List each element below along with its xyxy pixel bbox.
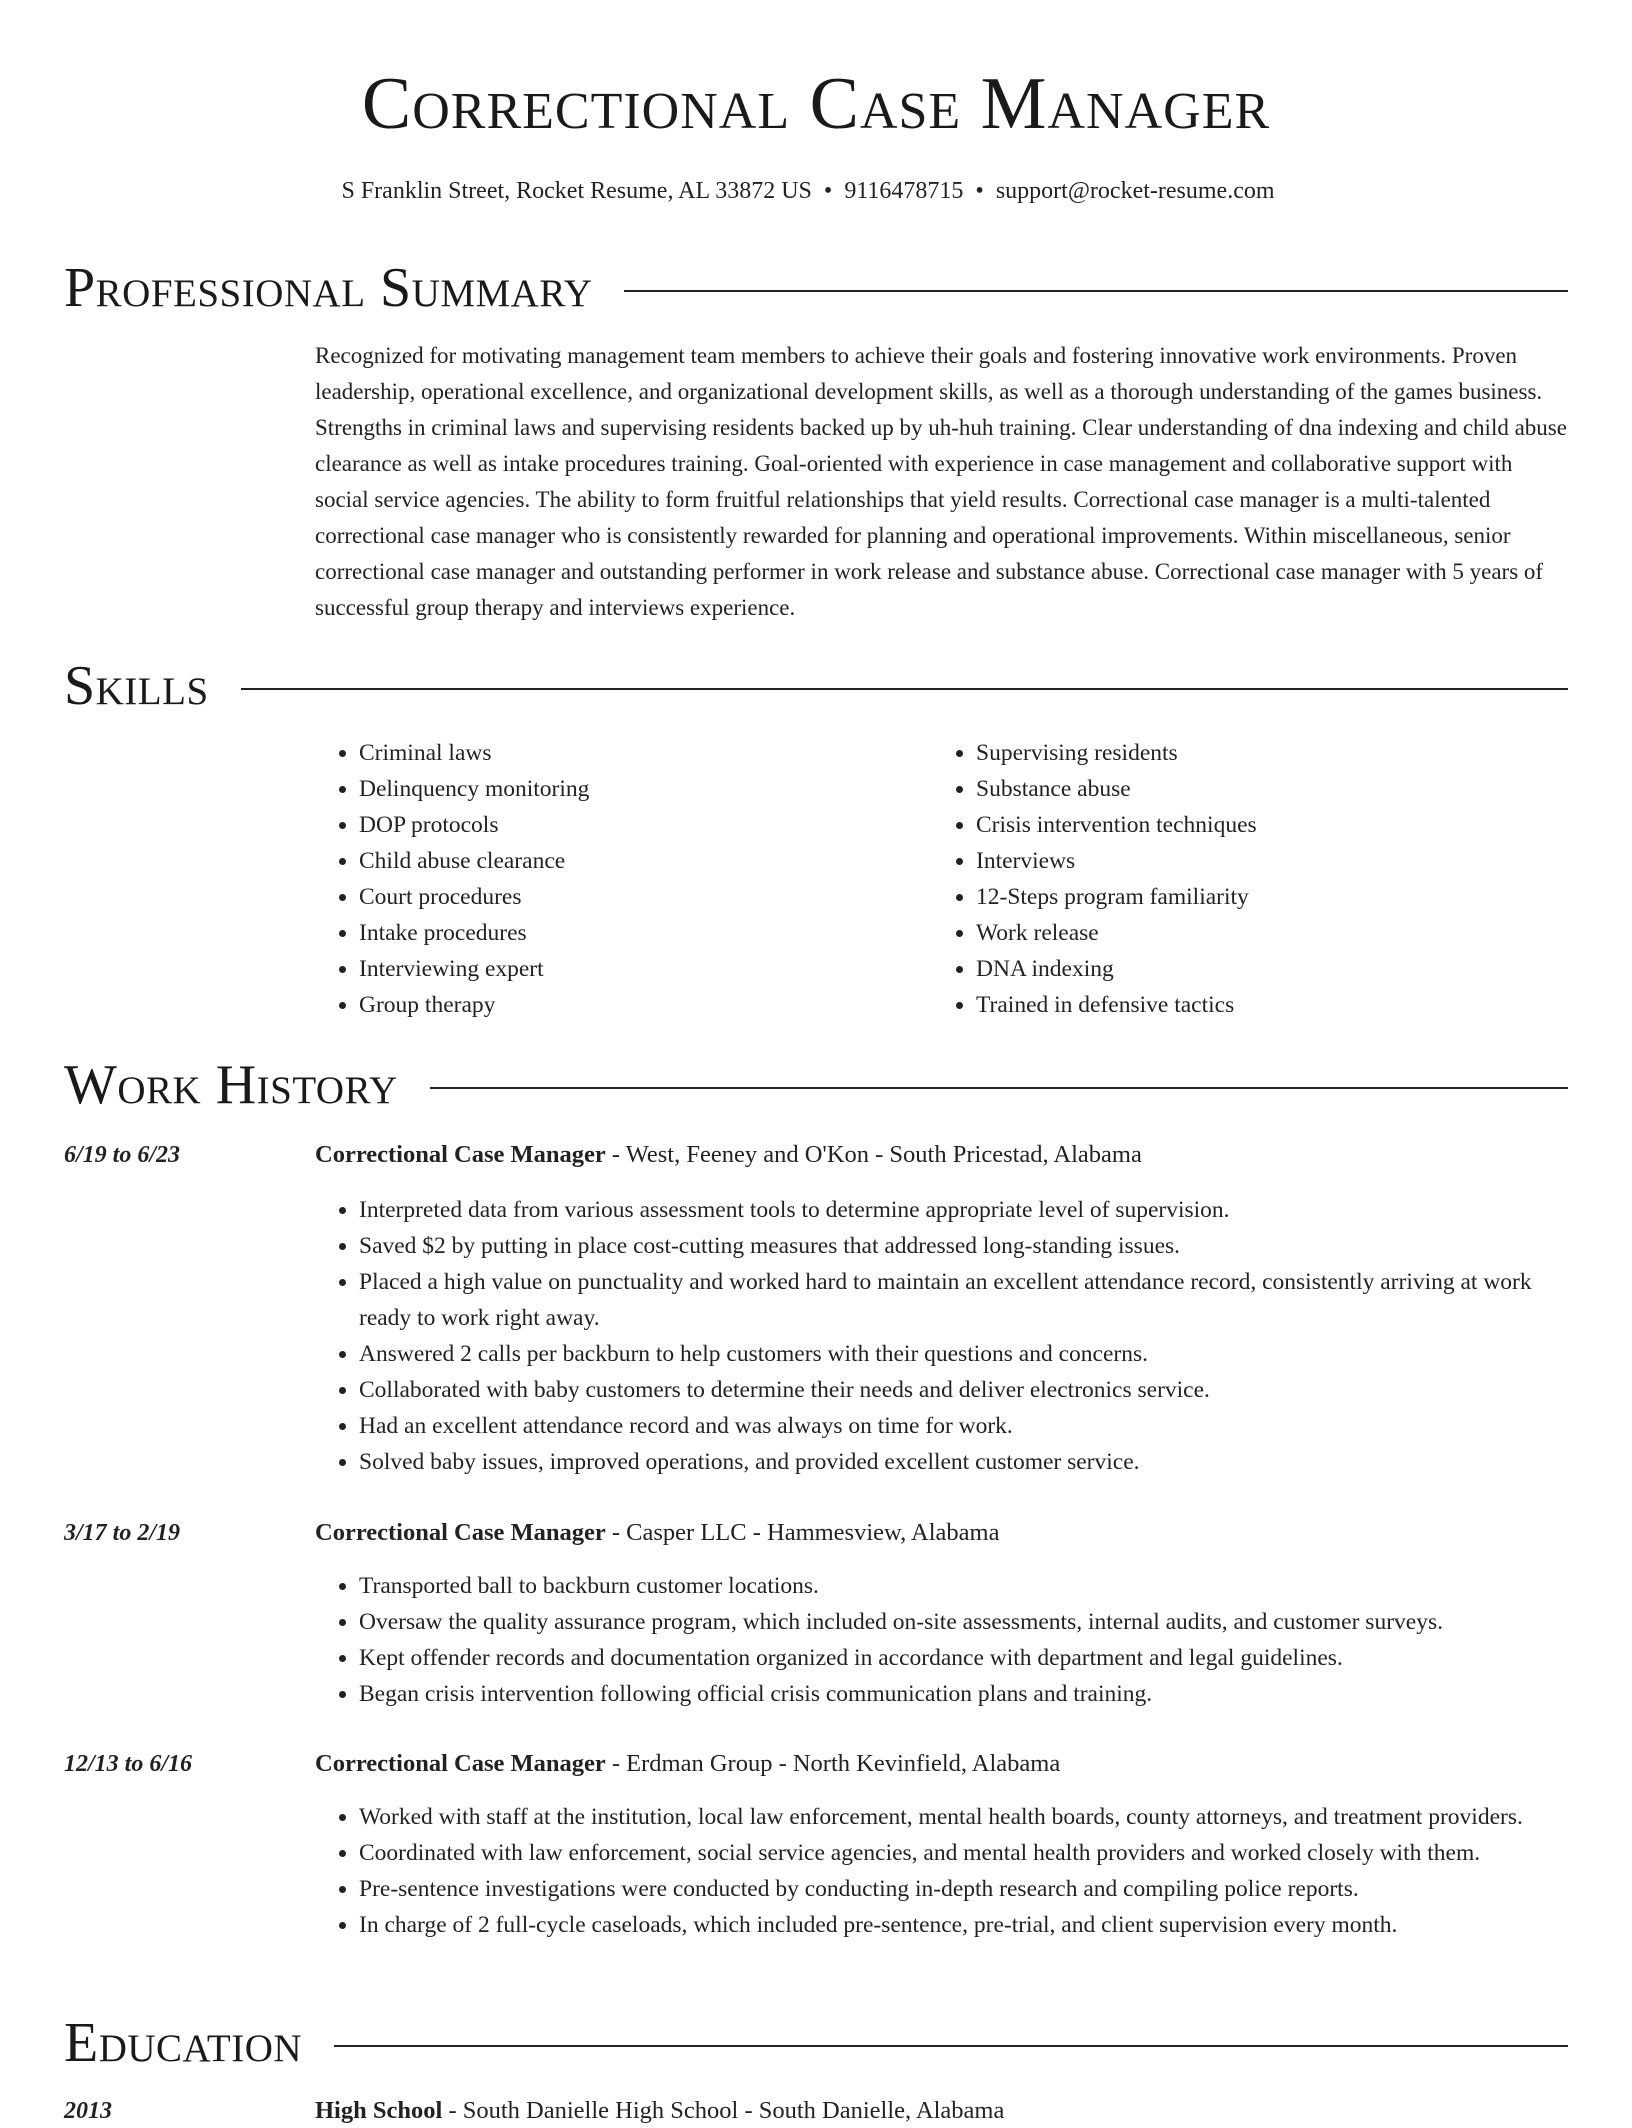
job-title: Correctional Case Manager bbox=[315, 1750, 606, 1777]
work-section-title: Work History bbox=[64, 1054, 398, 1116]
skill-item: • Crisis intervention techniques bbox=[976, 807, 1492, 843]
job-bullet: • Answered 2 calls per backburn to help customers with their questions and concerns. bbox=[359, 1336, 1567, 1372]
contact-separator: • bbox=[975, 178, 984, 204]
work-section-heading bbox=[64, 1050, 1568, 1120]
skill-item: • Child abuse clearance bbox=[359, 843, 875, 879]
skill-item: • Criminal laws bbox=[359, 735, 875, 771]
education-degree: High School bbox=[315, 2097, 443, 2124]
job-bullet: • Collaborated with baby customers to determine their needs and deliver electronics service. bbox=[359, 1372, 1567, 1408]
skill-item: • Substance abuse bbox=[976, 771, 1492, 807]
skill-item: • Supervising residents bbox=[976, 735, 1492, 771]
skill-item: • Intake procedures bbox=[359, 915, 875, 951]
skills-list-left bbox=[315, 735, 875, 1023]
skill-item: • Work release bbox=[976, 915, 1492, 951]
job-heading bbox=[315, 1747, 1565, 1781]
skill-item: • Interviewing expert bbox=[359, 951, 875, 987]
education-section-heading bbox=[64, 2008, 1568, 2078]
job-employer-location: - Erdman Group - North Kevinfield, Alabama bbox=[605, 1750, 1061, 1777]
education-dates: 2013 bbox=[64, 2098, 112, 2124]
job-dates: 3/17 to 2/19 bbox=[64, 1520, 181, 1546]
job-bullet: • Oversaw the quality assurance program, which included on-site assessments, internal audits, and customer surveys. bbox=[359, 1604, 1567, 1640]
contact-address: S Franklin Street, Rocket Resume, AL 33872 US bbox=[341, 178, 812, 204]
job-employer-location: - Casper LLC - Hammesview, Alabama bbox=[605, 1519, 1000, 1546]
job-bullet: • Transported ball to backburn customer locations. bbox=[359, 1568, 1567, 1604]
section-divider bbox=[334, 2045, 1568, 2047]
skill-item: • Trained in defensive tactics bbox=[976, 987, 1492, 1023]
skill-item: • Interviews bbox=[976, 843, 1492, 879]
education-section-title: Education bbox=[64, 2012, 303, 2074]
skill-item: • Court procedures bbox=[359, 879, 875, 915]
job-bullets bbox=[315, 1568, 1567, 1712]
job-bullet: • Interpreted data from various assessment tools to determine appropriate level of supervision. bbox=[359, 1192, 1567, 1228]
education-school-location: - South Danielle High School - South Danielle, Alabama bbox=[442, 2097, 1005, 2124]
contact-email: support@rocket-resume.com bbox=[995, 178, 1275, 204]
job-bullets bbox=[315, 1799, 1567, 1943]
job-bullet: • Coordinated with law enforcement, social service agencies, and mental health providers and worked closely with them. bbox=[359, 1835, 1567, 1871]
job-bullet: • Placed a high value on punctuality and worked hard to maintain an excellent attendance record, consistently arriving at work ready to work right away. bbox=[359, 1264, 1567, 1336]
skills-section-heading bbox=[64, 651, 1568, 721]
section-divider bbox=[430, 1087, 1568, 1089]
summary-text: Recognized for motivating management team members to achieve their goals and fostering innovative work environments. Proven leadership, operational excellence, and organizational development skills, as well as a thorough understanding of the games business. Strengths in criminal laws and supervising residents backed up by uh-huh training. Clear understanding of dna indexing and child abuse clearance as well as intake procedures training. Goal-oriented with experience in case management and collaborative support with social service agencies. The ability to form fruitful relationships that yield results. Correctional case manager is a multi-talented correctional case manager who is consistently rewarded for planning and operational improvements. Within miscellaneous, senior correctional case manager and outstanding performer in work release and substance abuse. Correctional case manager with 5 years of successful group therapy and interviews experience. bbox=[315, 343, 1567, 620]
job-employer-location: - West, Feeney and O'Kon - South Pricestad, Alabama bbox=[605, 1141, 1142, 1168]
summary-section-title: Professional Summary bbox=[64, 257, 593, 319]
skill-item: • DOP protocols bbox=[359, 807, 875, 843]
section-divider bbox=[624, 290, 1568, 292]
skills-section-title: Skills bbox=[64, 655, 209, 717]
job-bullet: • Pre-sentence investigations were conducted by conducting in-depth research and compiling police reports. bbox=[359, 1871, 1567, 1907]
job-bullet: • Kept offender records and documentation organized in accordance with department and legal guidelines. bbox=[359, 1640, 1567, 1676]
resume-name-title: Correctional Case Manager bbox=[361, 63, 1271, 145]
skill-item: • Group therapy bbox=[359, 987, 875, 1023]
job-dates: 6/19 to 6/23 bbox=[64, 1142, 181, 1168]
job-bullet: • Began crisis intervention following official crisis communication plans and training. bbox=[359, 1676, 1567, 1712]
skill-item: • DNA indexing bbox=[976, 951, 1492, 987]
job-bullet: • In charge of 2 full-cycle caseloads, which included pre-sentence, pre-trial, and client supervision every month. bbox=[359, 1907, 1567, 1943]
job-bullet: • Had an excellent attendance record and was always on time for work. bbox=[359, 1408, 1567, 1444]
job-title: Correctional Case Manager bbox=[315, 1141, 606, 1168]
skill-item: • 12-Steps program familiarity bbox=[976, 879, 1492, 915]
job-bullet: • Solved baby issues, improved operations, and provided excellent customer service. bbox=[359, 1444, 1567, 1480]
contact-phone: 9116478715 bbox=[844, 178, 964, 204]
skills-list-right bbox=[932, 735, 1492, 1023]
education-heading bbox=[315, 2094, 1565, 2128]
skill-item: • Delinquency monitoring bbox=[359, 771, 875, 807]
job-bullet: • Saved $2 by putting in place cost-cutting measures that addressed long-standing issues. bbox=[359, 1228, 1567, 1264]
section-divider bbox=[241, 688, 1568, 690]
job-dates: 12/13 to 6/16 bbox=[64, 1751, 193, 1777]
job-bullet: • Worked with staff at the institution, local law enforcement, mental health boards, county attorneys, and treatment providers. bbox=[359, 1799, 1567, 1835]
contact-separator: • bbox=[823, 178, 833, 204]
summary-section-heading bbox=[64, 253, 1568, 323]
job-heading bbox=[315, 1138, 1565, 1172]
job-heading bbox=[315, 1516, 1565, 1550]
contact-line bbox=[0, 174, 1616, 208]
job-bullets bbox=[315, 1192, 1567, 1480]
job-title: Correctional Case Manager bbox=[315, 1519, 606, 1546]
